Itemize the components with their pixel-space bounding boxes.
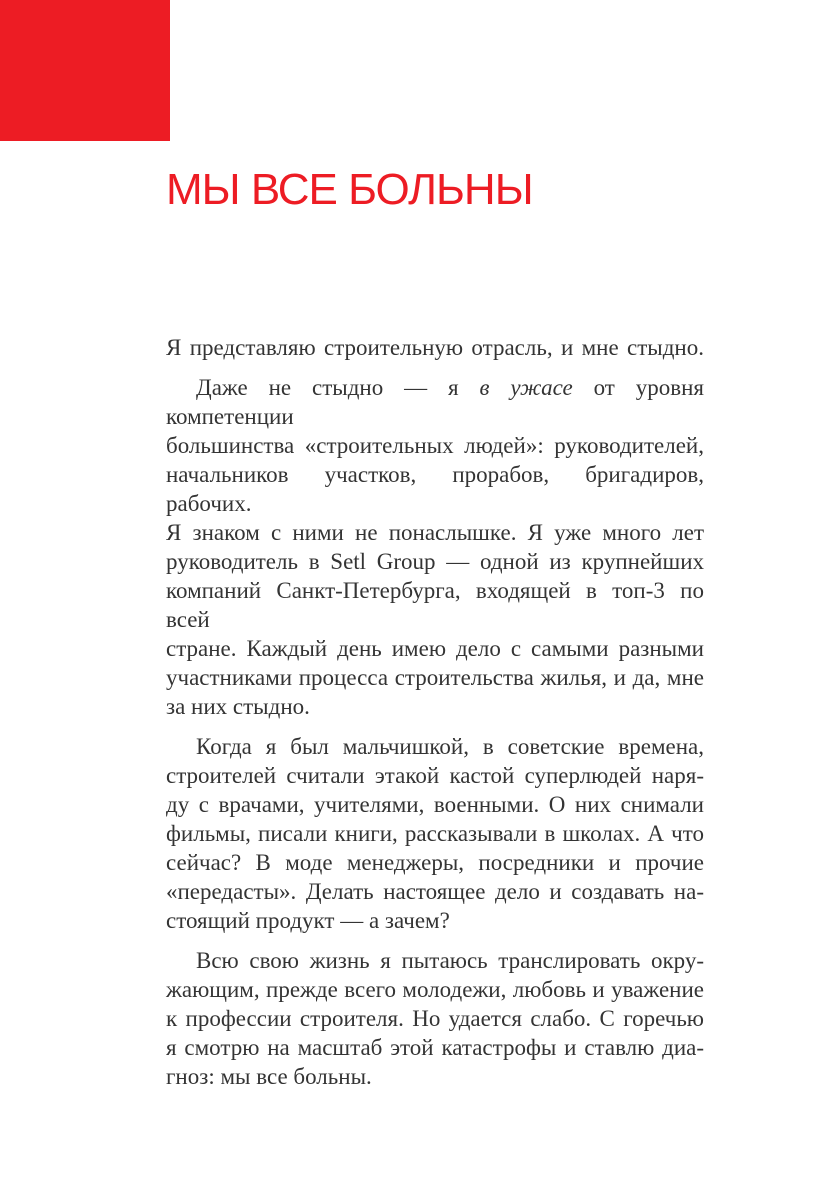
plain-text: компаний Санкт-Петербурга, входящей в топ-3 по всей	[166, 578, 704, 632]
text-line	[166, 663, 704, 692]
text-line	[166, 848, 704, 877]
plain-text: я смотрю на масштаб этой катастрофы и ставлю диа-	[166, 1035, 704, 1060]
text-line	[166, 946, 704, 975]
paragraph	[166, 373, 704, 721]
plain-text: участниками процесса строительства жилья, и да, мне	[166, 665, 704, 690]
plain-text: гноз: мы все больны.	[166, 1064, 372, 1089]
text-line	[166, 576, 704, 634]
text-line	[166, 460, 704, 518]
plain-text: «передасты». Делать настоящее дело и создавать на-	[166, 879, 704, 904]
text-line	[166, 1004, 704, 1033]
plain-text: к профессии строителя. Но удается слабо. С горечью	[166, 1006, 704, 1031]
plain-text: Я знаком с ними не понаслышке. Я уже много лет	[166, 520, 704, 545]
text-line	[166, 906, 704, 935]
paragraph	[166, 946, 704, 1091]
text-line	[166, 877, 704, 906]
text-line	[166, 373, 704, 431]
paragraph	[166, 333, 704, 362]
text-line	[166, 692, 704, 721]
plain-text: Даже не стыдно — я	[196, 375, 480, 400]
text-line	[166, 790, 704, 819]
plain-text: Всю свою жизнь я пытаюсь транслировать окру-	[196, 948, 704, 973]
text-line	[166, 732, 704, 761]
text-line	[166, 819, 704, 848]
plain-text: сейчас? В моде менеджеры, посредники и прочие	[166, 850, 704, 875]
text-line	[166, 333, 704, 362]
chapter-title: МЫ ВСЕ БОЛЬНЫ	[166, 165, 533, 214]
paragraph	[166, 732, 704, 935]
plain-text: руководитель в Setl Group — одной из крупнейших	[166, 549, 704, 574]
plain-text: начальников участков, прорабов, бригадиров, рабочих.	[166, 462, 704, 516]
text-line	[166, 634, 704, 663]
plain-text: жающим, прежде всего молодежи, любовь и уважение	[166, 977, 704, 1002]
plain-text: стоящий продукт — а зачем?	[166, 908, 450, 933]
red-corner-block	[0, 0, 170, 141]
text-line	[166, 518, 704, 547]
text-line	[166, 1062, 704, 1091]
text-line	[166, 1033, 704, 1062]
plain-text: стране. Каждый день имею дело с самыми разными	[166, 636, 704, 661]
plain-text: большинства «строительных людей»: руководителей,	[166, 433, 704, 458]
text-line	[166, 547, 704, 576]
body-text	[166, 333, 704, 1091]
plain-text: Когда я был мальчишкой, в советские времена,	[196, 734, 704, 759]
text-line	[166, 761, 704, 790]
plain-text: ду с врачами, учителями, военными. О них снимали	[166, 792, 704, 817]
text-line	[166, 431, 704, 460]
plain-text: от уровня компетенции	[166, 375, 705, 429]
plain-text: фильмы, писали книги, рассказывали в школах. А что	[166, 821, 704, 846]
plain-text: за них стыдно.	[166, 694, 310, 719]
text-line	[166, 975, 704, 1004]
plain-text: строителей считали этакой кастой суперлюдей наря-	[166, 763, 704, 788]
italic-text: в ужасе	[479, 375, 573, 400]
plain-text: Я представляю строительную отрасль, и мне стыдно.	[166, 335, 704, 360]
